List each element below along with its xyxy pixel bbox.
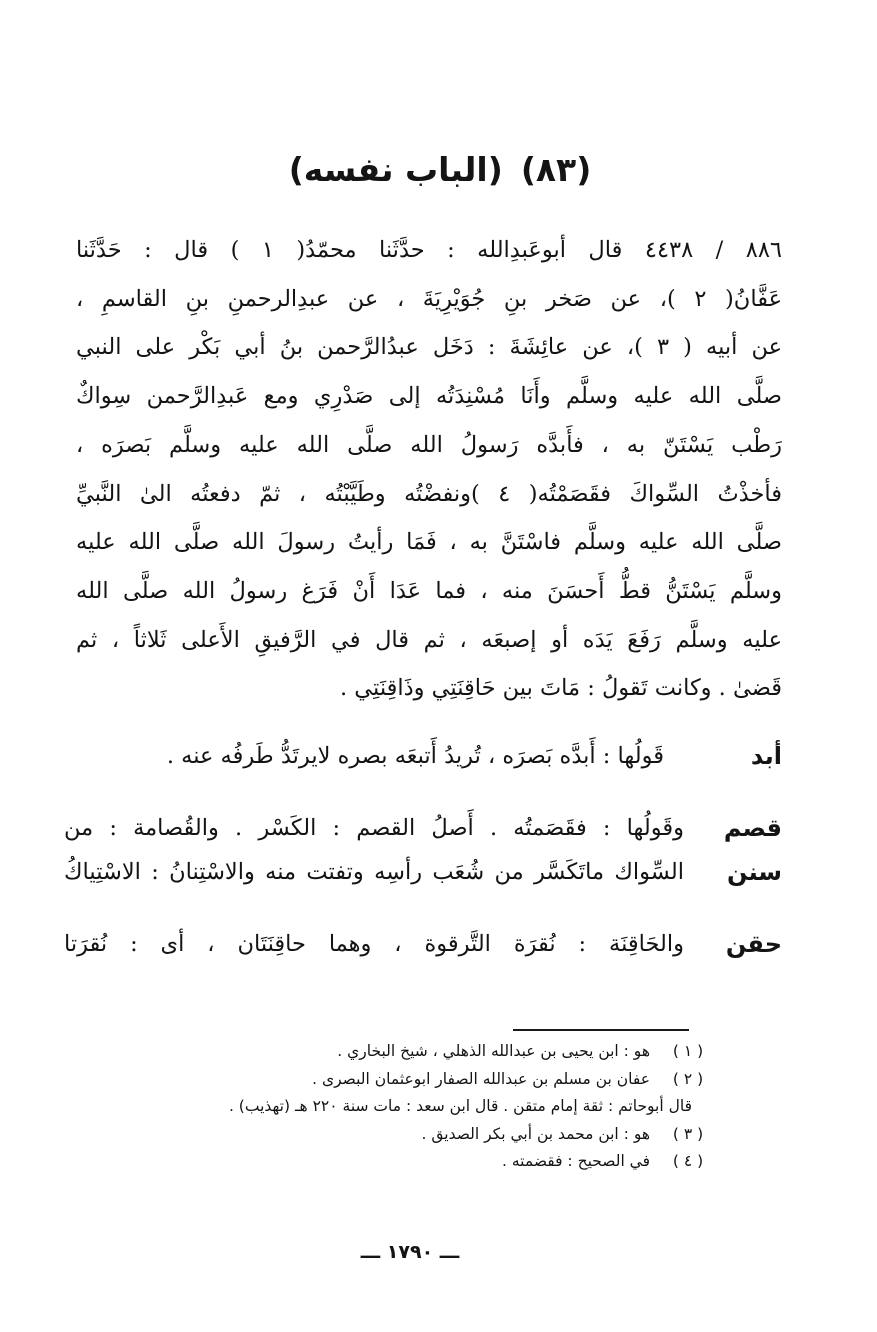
glossary-text: السِّواك ماتَكَسَّر من شُعَب رأسِه وتفتت منه والاسْتِنانُ : الاسْتِياكُ	[64, 859, 684, 885]
hadith-line: عن أبيه ( ٣ )، عن عائِشَةَ : دَخَل عبدُالرَّحمن بنُ أبي بَكْر على النبي	[76, 334, 782, 361]
glossary-text: وقَولُها : فقَصَمتُه . أَصلُ القصم : الكَسْر . والقُصامة : من	[64, 815, 684, 841]
hadith-line: صلَّى الله عليه وسلَّم وأَنَا مُسْنِدَتُه إلى صَدْرِي ومع عَبدِالرَّحمن سِواكٌ	[76, 383, 782, 410]
glossary-key: سنن	[727, 858, 782, 886]
footnote-number: ( ٢ )	[672, 1069, 704, 1088]
footnote-divider	[513, 1029, 689, 1031]
footnote-number: ( ١ )	[672, 1042, 704, 1060]
chapter-title: (الباب نفسه)	[288, 150, 503, 189]
hadith-line: عَفَّانُ( ٢ )، عن صَخر بنِ جُوَيْرِيَةَ ، عن عبدِالرحمنِ بنِ القاسمِ ،	[76, 285, 782, 312]
chapter-heading	[160, 148, 720, 192]
glossary-key: قصم	[723, 814, 782, 842]
footnote-text: عفان بن مسلم بن عبدالله الصفار ابوعثمان البصرى .	[312, 1069, 650, 1088]
footnote-text: في الصحيح : فقضمته .	[502, 1152, 650, 1170]
footnote	[30, 1038, 710, 1066]
hadith-line: ٨٨٦ / ٤٤٣٨ قال أبوعَبدِالله : حدَّثَنا محمّدُ( ١ ) قال : حَدَّثَنا	[76, 237, 782, 263]
footnote-text: قال أبوحاتم : ثقة إمام متقن . قال ابن سعد : مات سنة ٢٢٠ هـ (تهذيب) .	[228, 1097, 692, 1115]
hadith-line: وسلَّم يَسْتَنُّ قطُّ أَحسَنَ منه ، فما عَدَا أَنْ فَرَغ رسولُ الله صلَّى الله	[76, 577, 782, 604]
chapter-number: (٨٣)	[520, 150, 592, 189]
hadith-line: صلَّى الله عليه وسلَّم فاسْتَنَّ به ، فَمَا رأيتُ رسولَ الله صلَّى الله عليه	[76, 529, 782, 556]
footnote-text: هو : ابن يحيى بن عبدالله الذهلي ، شيخ البخاري .	[337, 1042, 650, 1060]
hadith-line: فأخذْتُ السِّواكَ فقَصَمْتُه( ٤ )ونفضْتُه وطَيَّبْتُه ، ثمّ دفعتُه الىٰ النَّبيِّ	[76, 480, 782, 507]
footnote-text: هو : ابن محمد بن أبي بكر الصديق .	[421, 1124, 650, 1143]
glossary-entry	[30, 808, 782, 854]
glossary-entry	[30, 924, 782, 970]
footnote-number: ( ٤ )	[672, 1152, 704, 1170]
footnote	[30, 1148, 710, 1176]
footnote-continuation	[30, 1093, 710, 1121]
page-number: ـــ ١٧٩٠ ـــ	[360, 1241, 460, 1263]
footnote	[30, 1121, 710, 1149]
hadith-line: قَضىٰ . وكانت تَقولُ : مَاتَ بين حَاقِنَتِي وذَاقِنَتِي .	[339, 675, 782, 702]
glossary-text: والحَاقِنَة : نُقرَة التَّرقوة ، وهما حاقِنَتَان ، أى : نُقرَتا	[64, 931, 684, 957]
hadith-line: رَطْب يَسْتَنّ به ، فأَبدَّه رَسولُ الله صلَّى الله عليه وسلَّم بَصرَه ،	[76, 431, 782, 458]
glossary-entry	[30, 736, 782, 782]
footnote-number: ( ٣ )	[672, 1124, 704, 1143]
footnotes	[30, 1038, 710, 1176]
footnote	[30, 1066, 710, 1094]
hadith-line: عليه وسلَّم رَفَعَ يَدَه أو إصبعَه ، ثم قال في الرَّفيقِ الأَعلى ثَلاثاً ، ثم	[76, 626, 782, 653]
glossary-key: أبد	[750, 742, 782, 770]
hadith-text	[76, 226, 782, 713]
glossary-entry	[30, 852, 782, 898]
glossary-key: حقن	[725, 930, 782, 958]
glossary-text: قَولُها : أَبدَّه بَصرَه ، تُريدُ أَتبعَه بصره لايرتَدُّ طَرفُه عنه .	[166, 743, 664, 769]
